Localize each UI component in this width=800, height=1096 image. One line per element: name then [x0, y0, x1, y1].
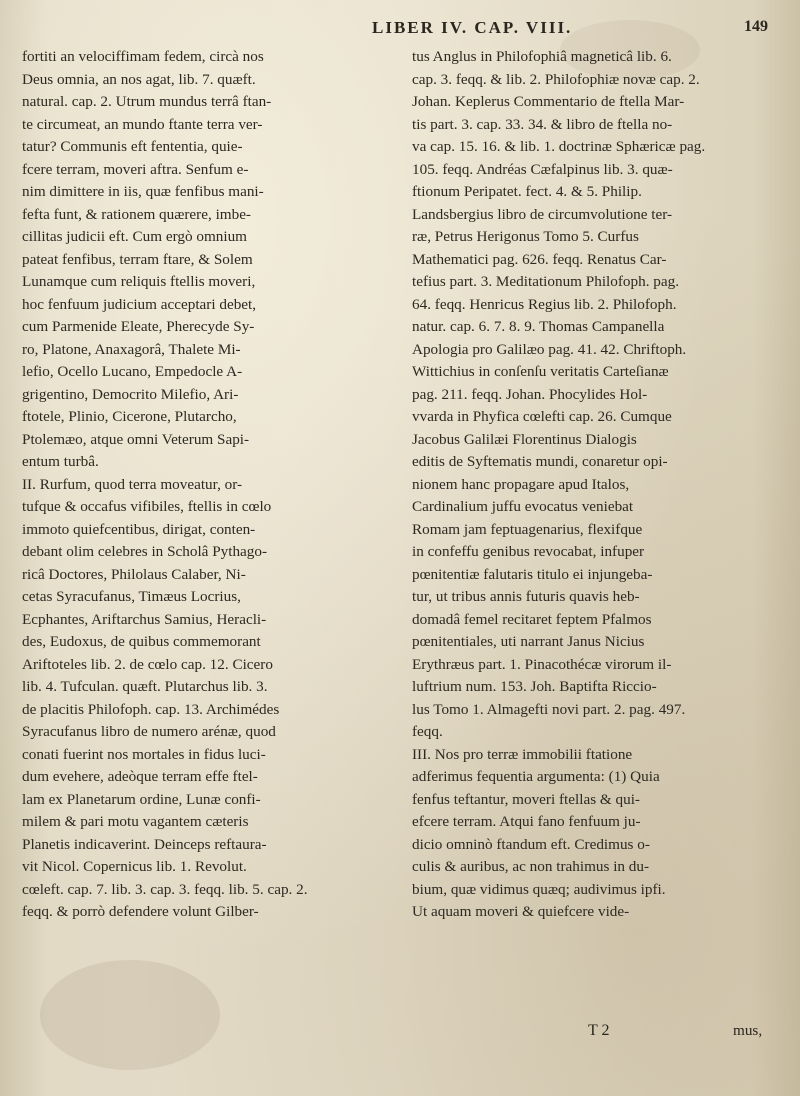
text-line: tatur? Communis eft fententia, quie-	[22, 138, 243, 155]
catchword: mus,	[733, 1022, 763, 1039]
text-line: Apologia pro Galilæo pag. 41. 42. Chriftoph.	[412, 340, 687, 358]
text-line: milem & pari motu vagantem cæteris	[22, 813, 249, 830]
text-line: Deus omnia, an nos agat, lib. 7. quæft.	[22, 70, 256, 88]
text-line: Romam jam feptuagenarius, flexifque	[412, 520, 643, 538]
text-line: lefio, Ocello Lucano, Empedocle A-	[22, 363, 243, 380]
text-line: tur, ut tribus annis futuris quavis heb-	[412, 588, 640, 605]
text-line: fortiti an velociffimam fedem, circà nos	[22, 48, 264, 65]
text-line: grigentino, Democrito Milefio, Ari-	[22, 385, 239, 403]
text-line: lib. 4. Tufculan. quæft. Plutarchus lib. 3.	[22, 678, 268, 695]
text-line: pag. 211. feqq. Johan. Phocylides Hol-	[412, 385, 648, 403]
text-line: natur. cap. 6. 7. 8. 9. Thomas Campanella	[412, 318, 665, 335]
text-line: tufque & occafus vifibiles, ftellis in cœlo	[22, 498, 272, 515]
paper-stain	[40, 960, 220, 1070]
text-line: debant olim celebres in Scholâ Pythago-	[22, 543, 268, 560]
text-line: Jacobus Galilæi Florentinus Dialogis	[412, 430, 637, 448]
running-head: LIBER IV. CAP. VIII.	[372, 18, 573, 37]
text-line: entum turbâ.	[22, 453, 99, 470]
text-line: hoc fenfuum judicium acceptari debet,	[22, 295, 257, 313]
text-line: vvarda in Phyfica cœlefti cap. 26. Cumque	[412, 408, 672, 425]
text-line: lam ex Planetarum ordine, Lunæ confi-	[22, 790, 261, 808]
text-line: de placitis Philofoph. cap. 13. Archimédes	[22, 700, 280, 718]
right-text-column	[412, 46, 790, 924]
text-line: cœleft. cap. 7. lib. 3. cap. 3. feqq. lib. 5. cap. 2.	[22, 880, 308, 898]
text-line: Wittichius in conſenſu veritatis Carteſianæ	[412, 363, 669, 380]
text-line: conati fuerint nos mortales in fidus luci-	[22, 745, 266, 763]
text-line: Ptolemæo, atque omni Veterum Sapi-	[22, 430, 250, 448]
text-line: Syracufanus libro de numero arénæ, quod	[22, 723, 276, 740]
signature-mark: T 2	[588, 1022, 610, 1039]
text-line: pœnitentiales, uti narrant Janus Nicius	[412, 633, 645, 650]
text-line: fcere terram, moveri aftra. Senfum e-	[22, 160, 249, 178]
text-line: Planetis indicaverint. Deinceps reftaura-	[22, 835, 267, 853]
text-line: nim dimittere in iis, quæ fenfibus mani-	[22, 183, 264, 200]
text-line: 105. feqq. Andréas Cæfalpinus lib. 3. quæ-	[412, 160, 673, 178]
text-line: bium, quæ vidimus quæq; audivimus ipfi.	[412, 880, 666, 898]
text-line: Erythræus part. 1. Pinacothécæ virorum il-	[412, 655, 672, 673]
text-line: dum evehere, adeòque terram effe ftel-	[22, 768, 258, 785]
text-line: 64. feqq. Henricus Regius lib. 2. Philofoph.	[412, 295, 677, 313]
text-line: editis de Syftematis mundi, conaretur opi-	[412, 453, 668, 470]
text-line: ricâ Doctores, Philolaus Calaber, Ni-	[22, 565, 246, 583]
text-line: III. Nos pro terræ immobilii ftatione	[412, 745, 633, 763]
text-line: Landsbergius libro de circumvolutione ter-	[412, 205, 673, 223]
text-line: fenfus teftantur, moveri ftellas & qui-	[412, 790, 640, 808]
text-line: in confeffu genibus revocabat, infuper	[412, 543, 645, 560]
text-line: Cardinalium juffu evocatus veniebat	[412, 498, 634, 515]
text-line: luftrium num. 153. Joh. Baptifta Riccio-	[412, 678, 657, 695]
text-line: pateat fenfibus, terram ftare, & Solem	[22, 250, 253, 268]
text-line: Lunamque cum reliquis ftellis moveri,	[22, 273, 256, 290]
text-line: domadâ femel recitaret feptem Pfalmos	[412, 610, 652, 628]
text-line: lus Tomo 1. Almagefti novi part. 2. pag. 497.	[412, 700, 686, 718]
text-line: tefius part. 3. Meditationum Philofoph. pag.	[412, 273, 680, 290]
text-line: efcere terram. Atqui fano fenfuum ju-	[412, 813, 641, 830]
text-line: culis & auribus, ac non trahimus in du-	[412, 858, 650, 875]
text-line: des, Eudoxus, de quibus commemorant	[22, 633, 261, 650]
text-line: te circumeat, an mundo ftante terra ver-	[22, 115, 263, 133]
text-line: ræ, Petrus Herigonus Tomo 5. Curfus	[412, 228, 639, 245]
text-line: Johan. Keplerus Commentario de ftella Mar-	[412, 93, 685, 110]
text-line: cetas Syracufanus, Timæus Locrius,	[22, 588, 241, 605]
text-line: feqq.	[412, 723, 443, 740]
left-text-column	[22, 46, 400, 924]
text-line: adferimus fequentia argumenta: (1) Quia	[412, 768, 660, 785]
text-line: nionem hanc propagare apud Italos,	[412, 475, 630, 493]
page-number: 149	[744, 18, 768, 35]
text-line: vit Nicol. Copernicus lib. 1. Revolut.	[22, 858, 247, 875]
text-line: tis part. 3. cap. 33. 34. & libro de ftella no-	[412, 115, 673, 133]
text-line: feqq. & porrò defendere volunt Gilber-	[22, 903, 259, 920]
text-line: fefta funt, & rationem quærere, imbe-	[22, 205, 251, 223]
text-line: Ecphantes, Ariftarchus Samius, Heracli-	[22, 610, 267, 628]
text-line: va cap. 15. 16. & lib. 1. doctrinæ Sphæricæ pag.	[412, 138, 706, 155]
text-line: Ut aquam moveri & quiefcere vide-	[412, 903, 630, 920]
text-line: ftionum Peripatet. fect. 4. & 5. Philip.	[412, 183, 642, 200]
text-line: cum Parmenide Eleate, Pherecyde Sy-	[22, 318, 255, 335]
text-line: ro, Platone, Anaxagorâ, Thalete Mi-	[22, 340, 241, 358]
text-line: Ariftoteles lib. 2. de cœlo cap. 12. Cicero	[22, 655, 273, 673]
text-line: cap. 3. feqq. & lib. 2. Philofophiæ novæ cap. 2.	[412, 70, 700, 88]
text-line: pœnitentiæ falutaris titulo ei injungeba-	[412, 565, 653, 583]
text-line: dicio omninò ftandum eft. Credimus o-	[412, 835, 650, 853]
text-line: Mathematici pag. 626. feqq. Renatus Car-	[412, 250, 667, 268]
text-line: natural. cap. 2. Utrum mundus terrâ ftan-	[22, 93, 272, 110]
text-line: immoto quiefcentibus, dirigat, conten-	[22, 520, 256, 538]
text-line: cillitas judicii eft. Cum ergò omnium	[22, 228, 247, 245]
text-line: II. Rurfum, quod terra moveatur, or-	[22, 475, 243, 493]
text-line: tus Anglus in Philofophiâ magneticâ lib. 6.	[412, 48, 672, 65]
text-line: ftotele, Plinio, Cicerone, Plutarcho,	[22, 408, 237, 425]
